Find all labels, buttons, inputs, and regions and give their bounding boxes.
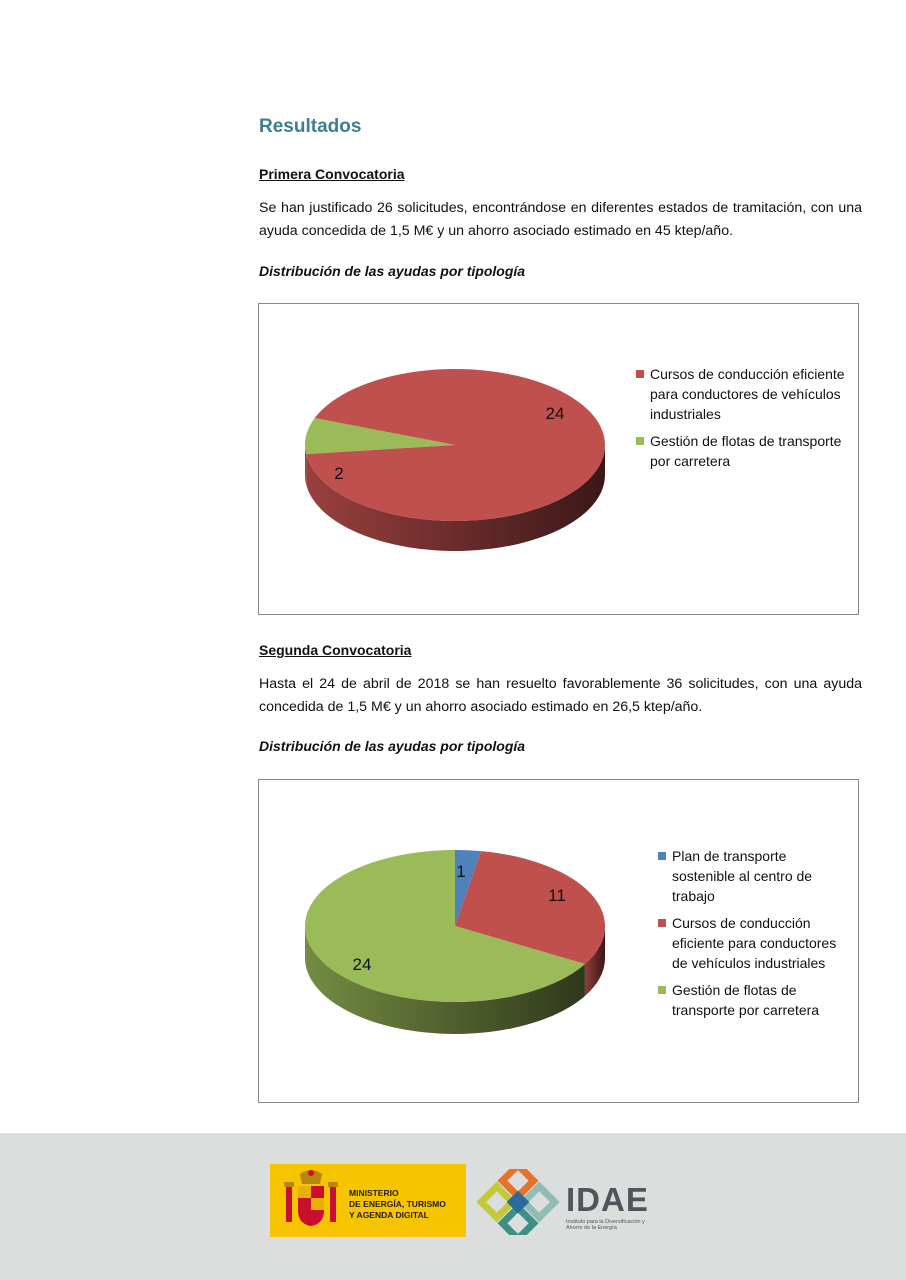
pie-label-2-2: 24 xyxy=(352,955,372,974)
first-call-heading: Primera Convocatoria xyxy=(259,166,405,182)
ministry-logo xyxy=(270,1164,466,1237)
pie-label-1-1: 2 xyxy=(334,464,344,483)
legend-swatch-2-2 xyxy=(658,986,666,994)
legend-item-1-0 xyxy=(636,364,846,424)
second-call-heading: Segunda Convocatoria xyxy=(259,642,412,658)
chart-1 xyxy=(258,303,859,615)
legend-text-2-0: Plan de transporte sostenible al centro de trabajo xyxy=(672,848,813,904)
idae-logo xyxy=(476,1169,656,1235)
first-call-paragraph: Se han justificado 26 solicitudes, encontrándose en diferentes estados de tramitación, con una ayuda concedida de 1,5 M€ y un ahorro asociado estimado en 45 ktep/año. xyxy=(259,200,862,239)
second-call-paragraph: Hasta el 24 de abril de 2018 se han resuelto favorablemente 36 solicitudes, con una ayuda concedida de 1,5 M€ y un ahorro asociado estimado en 26,5 ktep/año. xyxy=(259,676,862,715)
legend-swatch-2-0 xyxy=(658,852,666,860)
legend-swatch-2-1 xyxy=(658,919,666,927)
pie-label-2-0: 1 xyxy=(456,862,466,881)
footer xyxy=(0,1133,906,1280)
first-chart-caption: Distribución de las ayudas por tipología xyxy=(259,263,526,279)
idae-subtitle: Instituto para la Diversificación y Ahorro de la Energía xyxy=(566,1219,645,1231)
legend-item-2-0 xyxy=(658,846,853,906)
chart-1-legend xyxy=(636,364,846,478)
idae-name: IDAE xyxy=(566,1181,649,1218)
section-title: Resultados xyxy=(259,116,362,137)
legend-swatch-1-0 xyxy=(636,370,644,378)
idae-emblem-icon xyxy=(476,1169,562,1235)
legend-item-2-1 xyxy=(658,913,853,973)
legend-text-1-1: Gestión de flotas de transporte por carretera xyxy=(650,433,842,469)
pie-label-1-0: 24 xyxy=(545,404,565,423)
legend-text-2-2: Gestión de flotas de transporte por carretera xyxy=(672,982,820,1018)
legend-text-1-0: Cursos de conducción eficiente para conductores de vehículos industriales xyxy=(650,366,845,422)
second-chart-caption: Distribución de las ayudas por tipología xyxy=(259,738,526,754)
coat-of-arms-icon xyxy=(276,1164,346,1237)
pie-label-2-1: 11 xyxy=(548,886,566,905)
legend-item-1-1 xyxy=(636,431,846,471)
chart-2-legend xyxy=(658,846,853,1027)
legend-text-2-1: Cursos de conducción eficiente para conductores de vehículos industriales xyxy=(672,915,837,971)
legend-swatch-1-1 xyxy=(636,437,644,445)
ministry-name: MINISTERIO DE ENERGÍA, TURISMO Y AGENDA DIGITAL xyxy=(349,1188,446,1220)
chart-2 xyxy=(258,779,859,1103)
legend-item-2-2 xyxy=(658,980,853,1020)
